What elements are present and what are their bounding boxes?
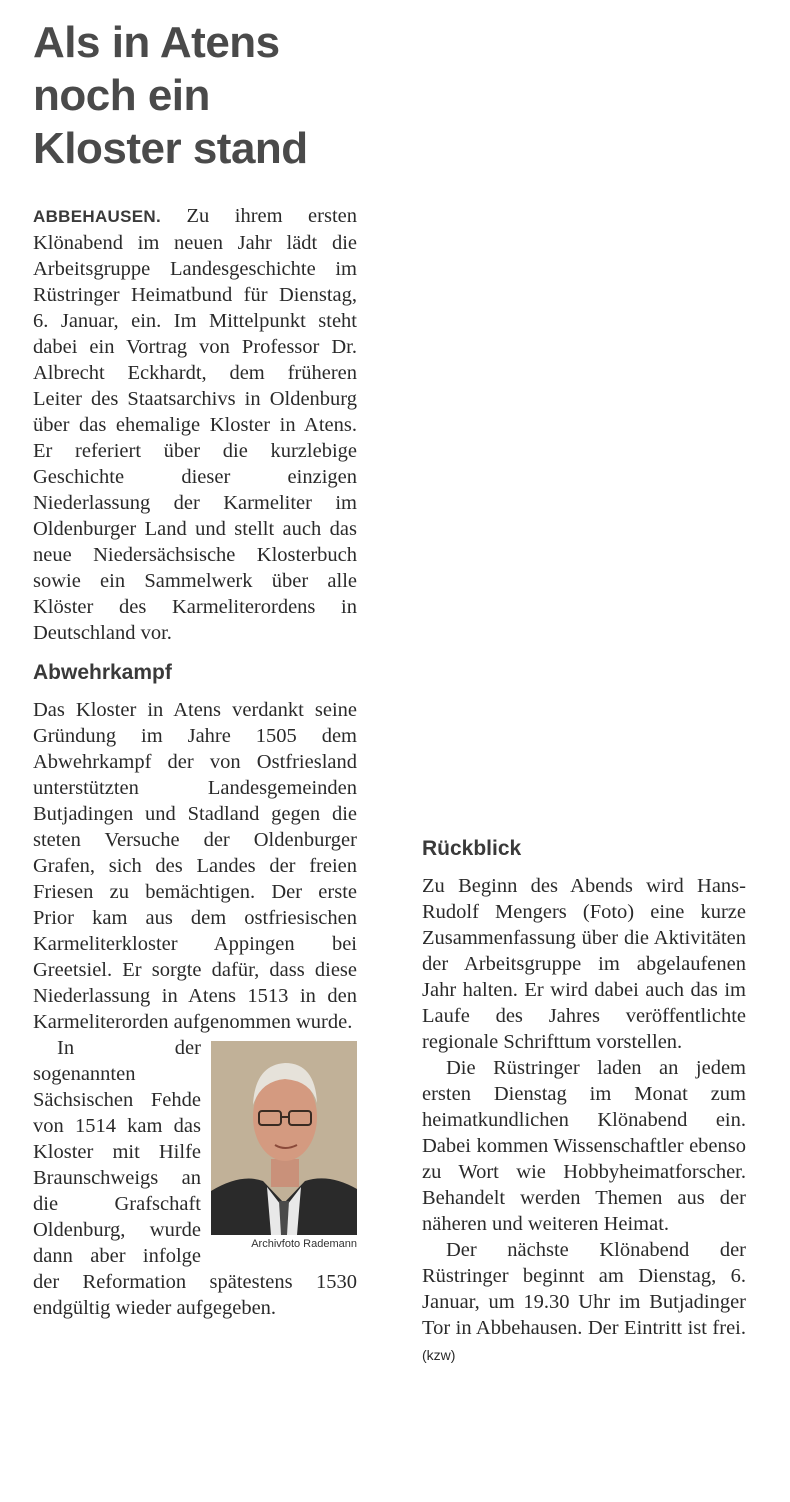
photo-credit: Archivfoto Rademann	[251, 1238, 357, 1250]
paragraph-mengers: Zu Beginn des Abends wird Hans-Rudolf Mengers (Foto) eine kurze Zusammenfassung über die Aktivitäten der Arbeitsgruppe im abgelaufenen Jahr halten. Er wird dabei auch das im Laufe des Jahres veröffentlichte regionale Schrifttum vorstellen.	[422, 875, 746, 1053]
portrait-photo-box	[211, 1041, 357, 1259]
subheading-rueckblick: Rückblick	[422, 837, 522, 860]
dateline: ABBEHAUSEN.	[33, 207, 161, 226]
paragraph-next-event	[422, 1237, 746, 1368]
column-left	[33, 203, 357, 1321]
intro-text: Zu ihrem ersten Klönabend im neuen Jahr lädt die Arbeitsgruppe Landesgeschichte im Rüstringer Heimatbund für Dienstag, 6. Januar, ein. Im Mittelpunkt steht dabei ein Vortrag von Professor Dr. Albrecht Eckhardt, dem früheren Leiter des Staatsarchivs in Oldenburg über das ehemalige Kloster in Atens. Er referiert über die kurzlebige Geschichte dieser einzigen Niederlassung der Karmeliter im Oldenburger Land und stellt auch das neue Niedersächsische Klosterbuch sowie ein Sammelwerk über alle Klöster des Karmeliterordens in Deutschland vor.	[33, 205, 358, 644]
headline: Als in Atens noch ein Kloster stand	[33, 18, 308, 173]
paragraph-klonabend: Die Rüstringer laden an jedem ersten Dienstag im Monat zum heimatkundlichen Klönabend ein. Dabei kommen Wissenschaftler ebenso zu Wort wie Hobbyheimatforscher. Behandelt werden Themen aus der näheren und weiteren Heimat.	[422, 1057, 746, 1235]
paragraph-fehde: In der sogenannten Sächsischen Fehde von 1514 kam das Kloster mit Hilfe Braunschweigs an die Grafschaft Oldenburg, wurde dann aber infolge der Reformation spätestens 1530 endgültig wieder aufgegeben.	[33, 1037, 357, 1319]
next-event-text: Der nächste Klönabend der Rüstringer beginnt am Dienstag, 6. Januar, um 19.30 Uhr im Butjadinger Tor in Abbehausen. Der Eintritt ist frei.	[422, 1239, 746, 1339]
paragraph-founding: Das Kloster in Atens verdankt seine Gründung im Jahre 1505 dem Abwehrkampf der von Ostfriesland unterstützten Landesgemeinden Butjadingen und Stadland gegen die steten Versuche der Oldenburger Grafen, sich des Landes der freien Friesen zu bemächtigen. Der erste Prior kam aus dem ostfriesischen Karmeliterkloster Appingen bei Greetsiel. Er sorgte dafür, dass diese Niederlassung in Atens 1513 in den Karmeliterorden aufgenommen wurde.	[33, 699, 357, 1033]
subheading-abwehrkampf: Abwehrkampf	[33, 661, 172, 684]
column-right	[422, 836, 746, 1368]
portrait-photo	[211, 1041, 357, 1235]
author-abbreviation: (kzw)	[422, 1347, 456, 1363]
intro-paragraph	[33, 203, 357, 646]
